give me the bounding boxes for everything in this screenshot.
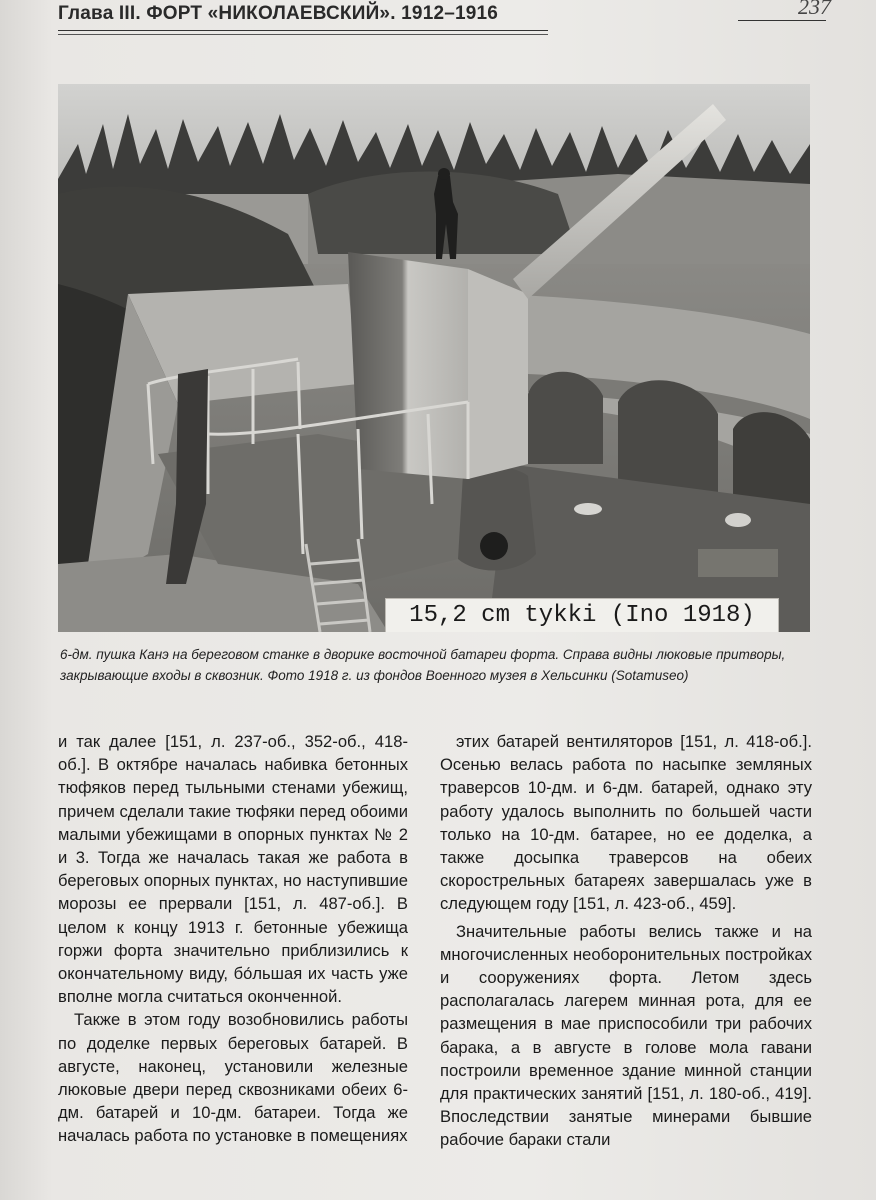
photo-caption: 6-дм. пушка Канэ на береговом станке в дворике восточной батареи форта. Справа видны люковые притворы, закрывающие входы в сквозник. Фото 1918 г. из фондов Военного музея в Хельсинки (Sotamuseo) [60,647,786,683]
paragraph: Значительные работы велись также и на многочисленных необоронительных постройках и сооружениях форта. Летом здесь располагалась лагерем минная рота, для ее размещения в мае приспособили три рабочих барака, а в августе в голове мола гавани построили временное здание минной станции для практических занятий [151, л. 180-об., 419]. Впоследствии занятые минерами бывшие рабочие бараки стали [440,921,812,1150]
running-header [58,0,831,40]
header-rule [58,34,548,35]
text-column-left [58,730,408,1148]
photo-stamp-label: 15,2 cm tykki (Ino 1918) [385,598,779,632]
paragraph: Также в этом году возобновились работы по доделке первых береговых батарей. В августе, наконец, установили железные люковые двери перед сквозниками обеих 6-дм. батарей и 10-дм. батареи. Тогда же началась работа по установке в помещениях [58,1010,408,1146]
paragraph: и так далее [151, л. 237-об., 352-об., 418-об.]. В октябре началась набивка бетонных тюфяков перед тыльными стенами убежищ, причем сделали такие тюфяки перед обоими малыми убежищами в опорных пунктах № 2 и 3. Тогда же началась такая же работа в береговых опорных пунктах, но наступившие морозы ее прервали [151, л. 487-об.]. В целом к концу 1913 г. бетонные убежища горжи форта значительно приблизились к окончательному виду, бо́льшая их часть уже вполне могла считаться оконченной. [58,732,408,1007]
header-rule [738,20,826,21]
historical-photo [58,84,810,632]
page-number: 237 [798,0,831,19]
text-column-right [440,730,812,1152]
header-rule [58,30,548,31]
gun-photo-illustration [58,84,810,632]
paragraph: этих батарей вентиляторов [151, л. 418-об.]. Осенью велась работа по насыпке земляных траверсов 10-дм. и 6-дм. батарей, однако эту работу удалось выполнить по большей части только на 10-дм. батарее, но ее доделка, а также досыпка траверсов на обеих скорострельных батареях завершалась уже в следующем году [151, л. 423-об., 459]. [440,732,812,914]
chapter-title: Глава III. ФОРТ «НИКОЛАЕВСКИЙ». 1912–1916 [58,3,499,24]
